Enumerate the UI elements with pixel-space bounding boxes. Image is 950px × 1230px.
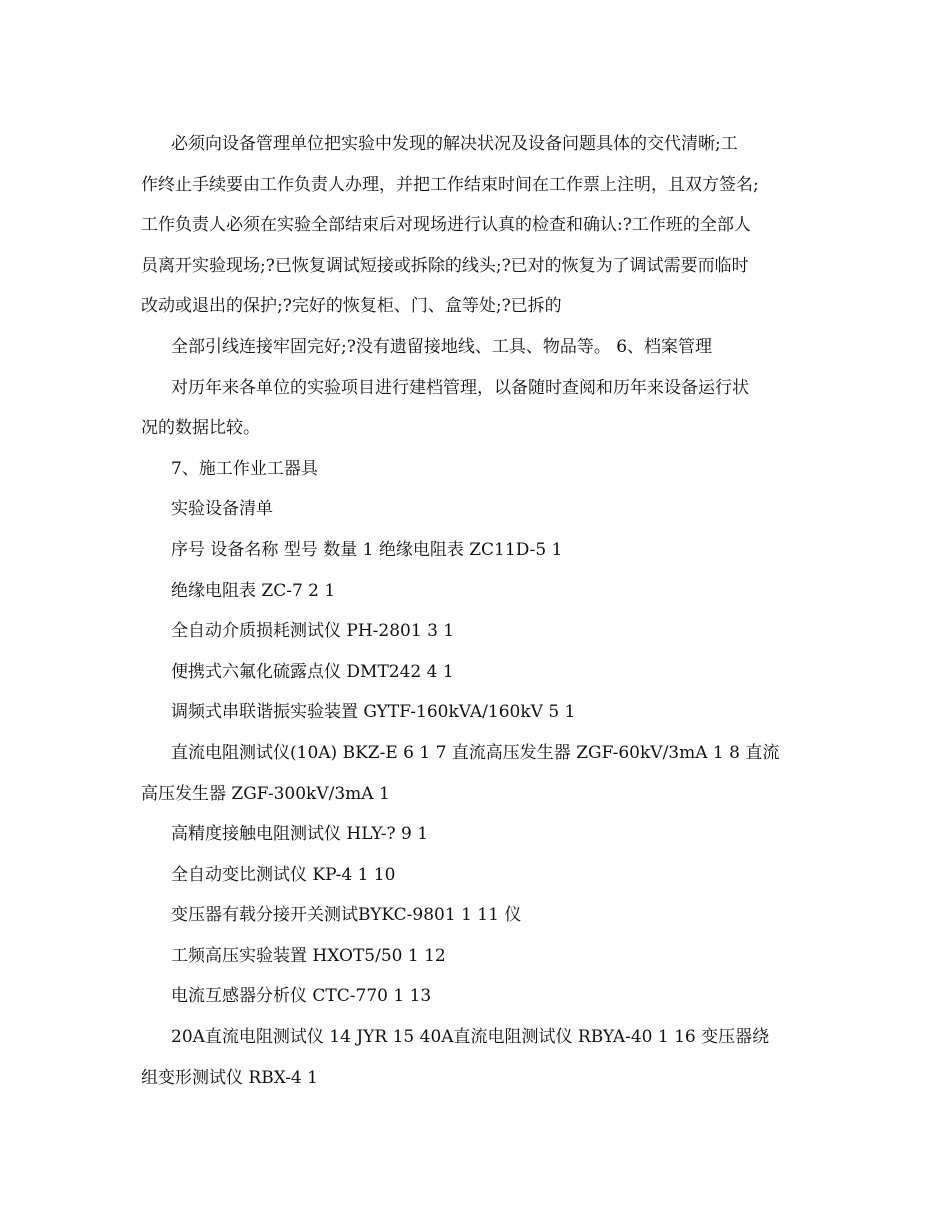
list-item: 电流互感器分析仪 CTC-770 1 13: [171, 986, 432, 1007]
list-title: 实验设备清单: [171, 499, 273, 520]
list-item: 全自动变比测试仪 KP-4 1 10: [171, 864, 396, 885]
list-item: 调频式串联谐振实验装置 GYTF-160kVA/160kV 5 1: [171, 702, 576, 723]
text-line: 全部引线连接牢固完好;?没有遗留接地线、工具、物品等。 6、档案管理: [171, 336, 713, 357]
text-line: 对历年来各单位的实验项目进行建档管理，以备随时查阅和历年来设备运行状: [171, 377, 749, 398]
list-item: 高精度接触电阻测试仪 HLY-? 9 1: [171, 824, 429, 845]
list-item: 便携式六氟化硫露点仪 DMT242 4 1: [171, 661, 454, 682]
list-item: 序号 设备名称 型号 数量 1 绝缘电阻表 ZC11D-5 1: [171, 539, 563, 560]
text-line: 改动或退出的保护;?完好的恢复柜、门、盒等处;?已拆的: [141, 296, 562, 317]
list-item: 全自动介质损耗测试仪 PH-2801 3 1: [171, 621, 455, 642]
text-line: 员离开实验现场;?已恢复调试短接或拆除的线头;?已对的恢复为了调试需要而临时: [141, 255, 749, 276]
list-item: 绝缘电阻表 ZC-7 2 1: [171, 580, 336, 601]
list-item: 变压器有载分接开关测试BYKC-9801 1 11 仪: [171, 905, 522, 926]
list-item: 20A直流电阻测试仪 14 JYR 15 40A直流电阻测试仪 RBYA-40 1 16 变压器绕: [171, 1027, 770, 1048]
text-line: 作终止手续要由工作负责人办理，并把工作结束时间在工作票上注明，且双方签名;: [141, 174, 759, 195]
list-item: 直流电阻测试仪(10A) BKZ-E 6 1 7 直流高压发生器 ZGF-60kV/3mA 1 8 直流: [171, 742, 780, 763]
text-line: 工作负责人必须在实验全部结束后对现场进行认真的检查和确认:?工作班的全部人: [141, 215, 751, 236]
text-body: [141, 124, 810, 1098]
list-item: 组变形测试仪 RBX-4 1: [141, 1067, 318, 1088]
text-line: 况的数据比较。: [141, 418, 260, 439]
list-item: 工频高压实验装置 HXOT5/50 1 12: [171, 945, 446, 966]
text-line: 必须向设备管理单位把实验中发现的解决状况及设备问题具体的交代清晰;工: [171, 134, 738, 154]
list-item: 高压发生器 ZGF-300kV/3mA 1: [141, 783, 390, 804]
section-heading: 7、施工作业工器具: [171, 458, 318, 479]
